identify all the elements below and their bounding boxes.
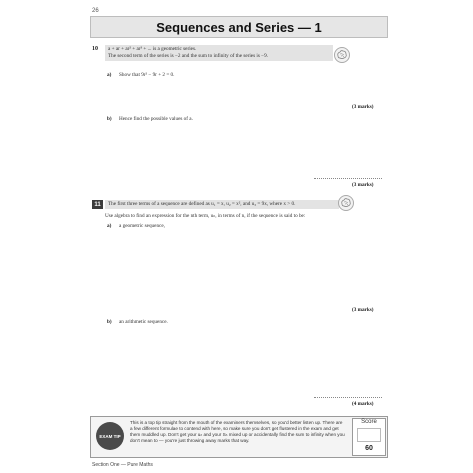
q10-part-a-label: a)	[107, 72, 112, 78]
q10-part-b-label: b)	[107, 116, 112, 122]
q10-part-b-marks: (3 marks)	[352, 182, 374, 188]
q10-part-b-text: Hence find the possible values of a.	[119, 116, 193, 122]
q11-part-b-marks: (4 marks)	[352, 401, 374, 407]
answer-line	[314, 178, 382, 179]
question-10-stem-line1: a + ar + ar² + ar³ + ... is a geometric series.	[108, 46, 197, 52]
question-11-stem-line2: Use algebra to find an expression for the nth term, uₙ, in terms of n, if the sequence is said to be:	[105, 213, 306, 219]
exam-tip-badge: EXAM TIP	[96, 422, 124, 450]
question-10-stem	[105, 45, 333, 61]
page-number: 26	[92, 8, 99, 14]
footer-section: Section One — Pure Maths	[92, 462, 153, 468]
q11-part-b-text: an arithmetic sequence.	[119, 319, 168, 325]
q11-part-a-text: a geometric sequence,	[119, 223, 165, 229]
exam-tip-text: This is a top tip straight from the mouth of the examiners themselves, so you'd better listen up. There are a few different formulae to contend with here, so make sure you don't get flustered in the exam and get them muddled up. Don't get your uₙ and your Sₙ mixed up or accidentally find the sum to infinity when you don't mean to — you're just throwing away marks that way.	[130, 420, 345, 443]
answer-line	[314, 397, 382, 398]
page-title-bar	[90, 16, 388, 38]
score-total: 60	[365, 445, 373, 452]
question-11-number: 11	[92, 200, 103, 209]
question-11-stem-line1: The first three terms of a sequence are defined as u₁ = x, u₂ = x², and u₃ = 9x, where x > 0.	[105, 200, 339, 209]
question-10-stem-line2: The second term of the series is −2 and the sum to infinity of the series is −9.	[108, 53, 269, 59]
score-input[interactable]	[357, 428, 381, 442]
q11-part-b-label: b)	[107, 319, 112, 325]
q10-part-a-marks: (3 marks)	[352, 104, 374, 110]
brain-icon	[338, 195, 354, 211]
brain-icon	[334, 47, 350, 63]
question-10-number: 10	[92, 46, 98, 52]
page-title: Sequences and Series — 1	[156, 19, 322, 35]
score-label: Score	[361, 419, 377, 425]
q11-part-a-label: a)	[107, 223, 112, 229]
q10-part-a-text: Show that 9r² − 9r + 2 = 0.	[119, 72, 175, 78]
q11-part-a-marks: (3 marks)	[352, 307, 374, 313]
